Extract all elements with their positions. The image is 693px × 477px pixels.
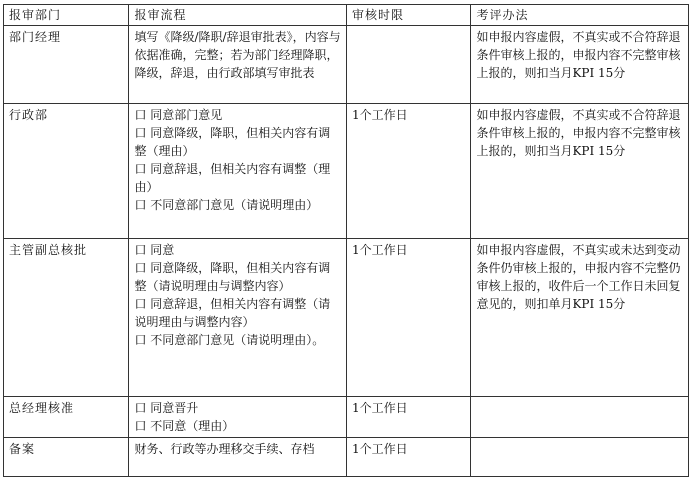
header-dept: 报审部门 xyxy=(4,5,129,26)
dept-cell: 主管副总核批 xyxy=(4,239,129,397)
table-row xyxy=(4,438,689,477)
process-line: 财务、行政等办理移交手续、存档 xyxy=(134,442,315,456)
time-limit-cell: 1个工作日 xyxy=(347,104,471,239)
process-cell xyxy=(129,239,347,397)
time-limit-cell: 1个工作日 xyxy=(347,438,471,477)
table-row xyxy=(4,104,689,239)
dept-cell: 行政部 xyxy=(4,104,129,239)
time-limit-cell: 1个工作日 xyxy=(347,397,471,438)
time-limit-cell xyxy=(347,26,471,104)
dept-cell: 备案 xyxy=(4,438,129,477)
dept-cell: 总经理核准 xyxy=(4,397,129,438)
evaluation-cell xyxy=(471,438,689,477)
process-cell xyxy=(129,397,347,438)
time-limit-cell: 1个工作日 xyxy=(347,239,471,397)
process-line: 口 同意辞退，但相关内容有调整（请说明理由与调整内容） xyxy=(134,297,331,329)
header-process: 报审流程 xyxy=(129,5,347,26)
process-cell xyxy=(129,104,347,239)
process-cell xyxy=(129,26,347,104)
header-row xyxy=(4,5,689,26)
header-time-limit: 审核时限 xyxy=(347,5,471,26)
header-evaluation: 考评办法 xyxy=(471,5,689,26)
process-line: 口 同意部门意见 xyxy=(134,108,223,122)
process-line: 口 不同意（理由） xyxy=(134,419,235,433)
evaluation-cell: 如申报内容虚假，不真实或不合符辞退条件审核上报的，申报内容不完整审核上报的，则扣当月KPI 15分 xyxy=(471,26,689,104)
process-line: 口 不同意部门意见（请说明理由） xyxy=(134,198,319,212)
table-row xyxy=(4,397,689,438)
approval-table xyxy=(3,4,689,477)
dept-cell: 部门经理 xyxy=(4,26,129,104)
evaluation-cell: 如申报内容虚假，不真实或不合符辞退条件审核上报的，申报内容不完整审核上报的，则扣当月KPI 15分 xyxy=(471,104,689,239)
evaluation-cell xyxy=(471,397,689,438)
process-line: 口 同意晋升 xyxy=(134,401,199,415)
process-line: 填写《降级/降职/辞退审批表》，内容与依据准确，完整；若为部门经理降职，降级，辞退，由行政部填写审批表 xyxy=(134,30,341,80)
process-cell xyxy=(129,438,347,477)
process-line: 口 同意降级，降职，但相关内容有调整（理由） xyxy=(134,126,331,158)
table-row xyxy=(4,26,689,104)
table-row xyxy=(4,239,689,397)
process-line: 口 同意辞退，但相关内容有调整（理由） xyxy=(134,162,331,194)
evaluation-cell: 如申报内容虚假，不真实或未达到变动条件仍审核上报的，申报内容不完整仍审核上报的，收件后一个工作日未回复意见的，则扣单月KPI 15分 xyxy=(471,239,689,397)
process-line: 口 同意 xyxy=(134,243,175,257)
process-line: 口 同意降级，降职，但相关内容有调整（请说明理由与调整内容） xyxy=(134,261,331,293)
process-line: 口 不同意部门意见（请说明理由）。 xyxy=(134,333,325,347)
